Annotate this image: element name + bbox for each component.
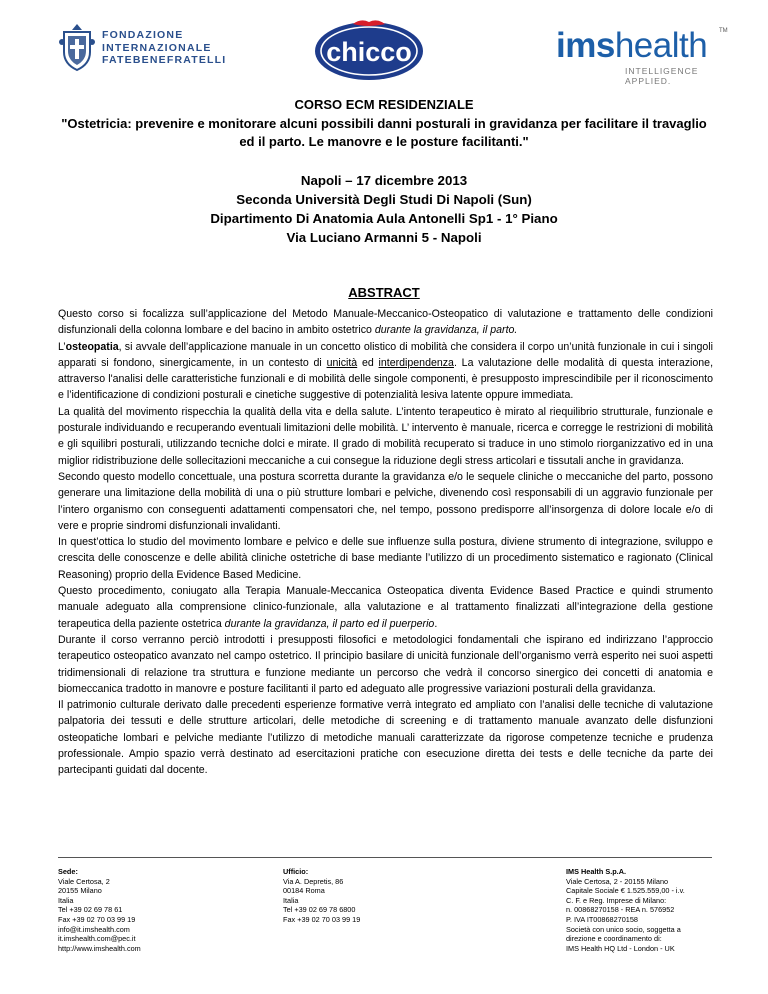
footer-line: Fax +39 02 70 03 99 19 (283, 914, 361, 924)
fondazione-line-3: FATEBENEFRATELLI (102, 54, 227, 66)
abstract-paragraph (58, 339, 713, 404)
footer-line: Società con unico socio, soggetta a (566, 924, 681, 934)
venue-date: Napoli – 17 dicembre 2013 (300, 173, 468, 188)
chicco-wordmark: chicco (326, 37, 412, 67)
course-subtitle: "Ostetricia: prevenire e monitorare alcuni possibili danni posturali in gravidanza per facilitare il travaglio ed il parto. Le manovre e le posture facilitanti." (61, 116, 707, 149)
footer-line: info@it.imshealth.com (58, 924, 130, 934)
footer-line: 20155 Milano (58, 886, 102, 896)
venue-address: Via Luciano Armanni 5 - Napoli (286, 230, 482, 245)
chicco-logo (313, 16, 425, 82)
abstract-paragraph: Il patrimonio culturale derivato dalle precedenti esperienze formative verrà integrato ed ampliato con l’analisi delle tecniche di valutazione palpatoria dei tessuti e delle strutture articolari, delle metodiche di screening e di trattamento manuale avanzato delle disfunzioni osteopatiche lombari e pelviche mediante l’utilizzo di metodiche manuali caratterizzate da rigorose competenze tecniche e prudenza professionale. Ampio spazio verrà destinato ad esercitazioni pratiche con esecuzione diretta dei tests e delle tecniche da parte dei partecipanti guidati dal docente. (58, 699, 713, 777)
abstract-paragraph: In quest’ottica lo studio del movimento lombare e pelvico e delle sue influenze sulla postura, diviene strumento di integrazione, sviluppo e crescita delle conoscenze e delle abilità cliniche ostetriche di base mediante l’utilizzo di un procedimento sistematico e ragionato (Clinical Reasoning) proprio della Evidence Based Medicine. (58, 536, 713, 581)
course-title: CORSO ECM RESIDENZIALE (294, 97, 474, 112)
abstract-paragraph (58, 583, 713, 632)
footer-line: Italia (283, 895, 299, 905)
ims-tagline: INTELLIGENCE APPLIED. (625, 66, 699, 86)
footer-line: n. 00868270158 - REA n. 576952 (566, 905, 675, 915)
footer-line: Viale Certosa, 2 (58, 876, 110, 886)
footer-line: Italia (58, 895, 74, 905)
abstract-body (58, 306, 713, 779)
abstract-emphasis: durante la gravidanza, il parto. (374, 324, 518, 337)
abstract-text: . La valutazione delle modalità di questa interazione, attraverso l'analisi delle caratteristiche funzionali e di mobilità delle singole componenti, è presupposto imprescindibile per il riconoscimento e l’identificazione di condizioni posturali e cinetiche suggestive di potenzialità lesiva latente oppure immediata. (58, 356, 714, 402)
footer-line: Fax +39 02 70 03 99 19 (58, 914, 136, 924)
abstract-text: Questo procedimento, coniugato alla Terapia Manuale-Meccanica Osteopatica diventa Evidence Based Practice e quindi strumento manuale adeguato alla comprensione clinico-funzionale, alla valutazione e al trattamento finalizzati all’integrazione della gestione terapeutica della paziente ostetrica (58, 585, 713, 630)
trademark-mark: TM (719, 28, 728, 34)
venue-university: Seconda Università Degli Studi Di Napoli (Sun) (236, 192, 532, 207)
footer-sede (58, 867, 141, 953)
footer-line: Via A. Depretis, 86 (283, 876, 344, 886)
footer-line: P. IVA IT00868270158 (566, 914, 638, 924)
abstract-text: , si avvale dell’applicazione manuale in un concetto olistico di mobilità che considera il corpo un’unità funzionale in cui i singoli apparati si fondono, sinergicamente, in un contesto di (58, 340, 713, 369)
imshealth-logo (556, 26, 736, 86)
abstract-heading: ABSTRACT (348, 285, 420, 300)
abstract-text: L’ (58, 340, 66, 353)
footer-line: direzione e coordinamento di: (566, 934, 662, 944)
venue-block (0, 171, 768, 247)
footer-heading: Sede: (58, 867, 78, 876)
fondazione-line-1: FONDAZIONE (102, 29, 184, 41)
imshealth-wordmark (556, 28, 736, 64)
abstract-underlined-term: unicità (326, 356, 358, 369)
abstract-emphasis: durante la gravidanza, il parto ed il puerperio (224, 617, 435, 630)
abstract-text: Questo corso si focalizza sull’applicazione del Metodo Manuale-Meccanico-Osteopatico di valutazione e trattamento delle condizioni disfunzionali della colonna lombare e del bacino in ambito ostetrico (58, 308, 713, 337)
abstract-text: ed (357, 356, 379, 369)
footer-line: Viale Certosa, 2 - 20155 Milano (566, 876, 669, 886)
footer-ufficio (283, 867, 360, 925)
footer-line: C. F. e Reg. Imprese di Milano: (566, 895, 667, 905)
health-word: health (614, 26, 708, 65)
footer-company (566, 867, 685, 953)
footer-line: IMS Health HQ Ltd - London - UK (566, 943, 675, 953)
abstract-paragraph (58, 306, 713, 339)
footer-heading: IMS Health S.p.A. (566, 867, 627, 876)
ims-word: ims (556, 26, 615, 65)
abstract-text: . (434, 617, 438, 630)
abstract-paragraph: Secondo questo modello concettuale, una postura scorretta durante la gravidanza e/o le sequele cliniche o meccaniche del parto, possono generare una limitazione della mobilità di una o più strutture lombari e pelviche, divenendo così responsabili di un aggravio funzionale per l’intero organismo con conseguenti adattamenti compensatori che, nel tempo, possono predisporre all’insorgenza di dolore locale e/o di vere e proprie sindromi disfunzionali invalidanti. (58, 470, 713, 532)
footer-line: it.imshealth.com@pec.it (58, 934, 136, 944)
fondazione-name (102, 29, 226, 67)
fondazione-logo (58, 22, 248, 72)
footer-line: Tel +39 02 69 78 61 (58, 905, 123, 915)
abstract-underlined-term: interdipendenza (378, 356, 454, 369)
footer-heading: Ufficio: (283, 867, 309, 876)
footer-line: Capitale Sociale € 1.525.559,00 - i.v. (566, 886, 685, 896)
footer-line: http://www.imshealth.com (58, 943, 141, 953)
footer-divider (58, 857, 712, 858)
footer-line: Tel +39 02 69 78 6800 (283, 905, 356, 915)
venue-department: Dipartimento Di Anatomia Aula Antonelli Sp1 - 1° Piano (210, 211, 558, 226)
abstract-bold-term: osteopatia (65, 340, 119, 353)
abstract-paragraph: La qualità del movimento rispecchia la qualità della vita e della salute. L’intento terapeutico è mirato al riequilibrio strutturale, funzionale e posturale individuando e recuperando eventuali limitazioni delle mobilità. L’ intervento è manuale, ricerca e corregge le restrizioni di mobilità e gli squilibri posturali, utilizzando tecniche dolci e mirate. Il grado di mobilità recuperato si traduce in uno stimolo riorganizzativo ed in una miglior ridistribuzione delle sollecitazioni meccaniche a cui consegue la riduzione degli stress articolari e tissutali anche in gravidanza. (58, 405, 713, 467)
fondazione-crest-icon (58, 22, 96, 72)
footer-line: 00184 Roma (283, 886, 325, 896)
fondazione-line-2: INTERNAZIONALE (102, 41, 212, 54)
abstract-paragraph: Durante il corso verranno perciò introdotti i presupposti filosofici e metodologici fondamentali che ispirano ed indirizzano l’approccio terapeutico osteopatico avanzato nel campo ostetrico. Il principio basilare di unicità funzionale dell’organismo verrà esperito nei suoi aspetti tridimensionali di relazione tra struttura e funzione mediante un percorso che vedrà il concorso sinergico dei concetti di anatomia e biomeccanica tradotto in manovre e posture facilitanti il parto ed adeguato alle progressive variazioni posturali della gravidanza. (58, 633, 713, 695)
